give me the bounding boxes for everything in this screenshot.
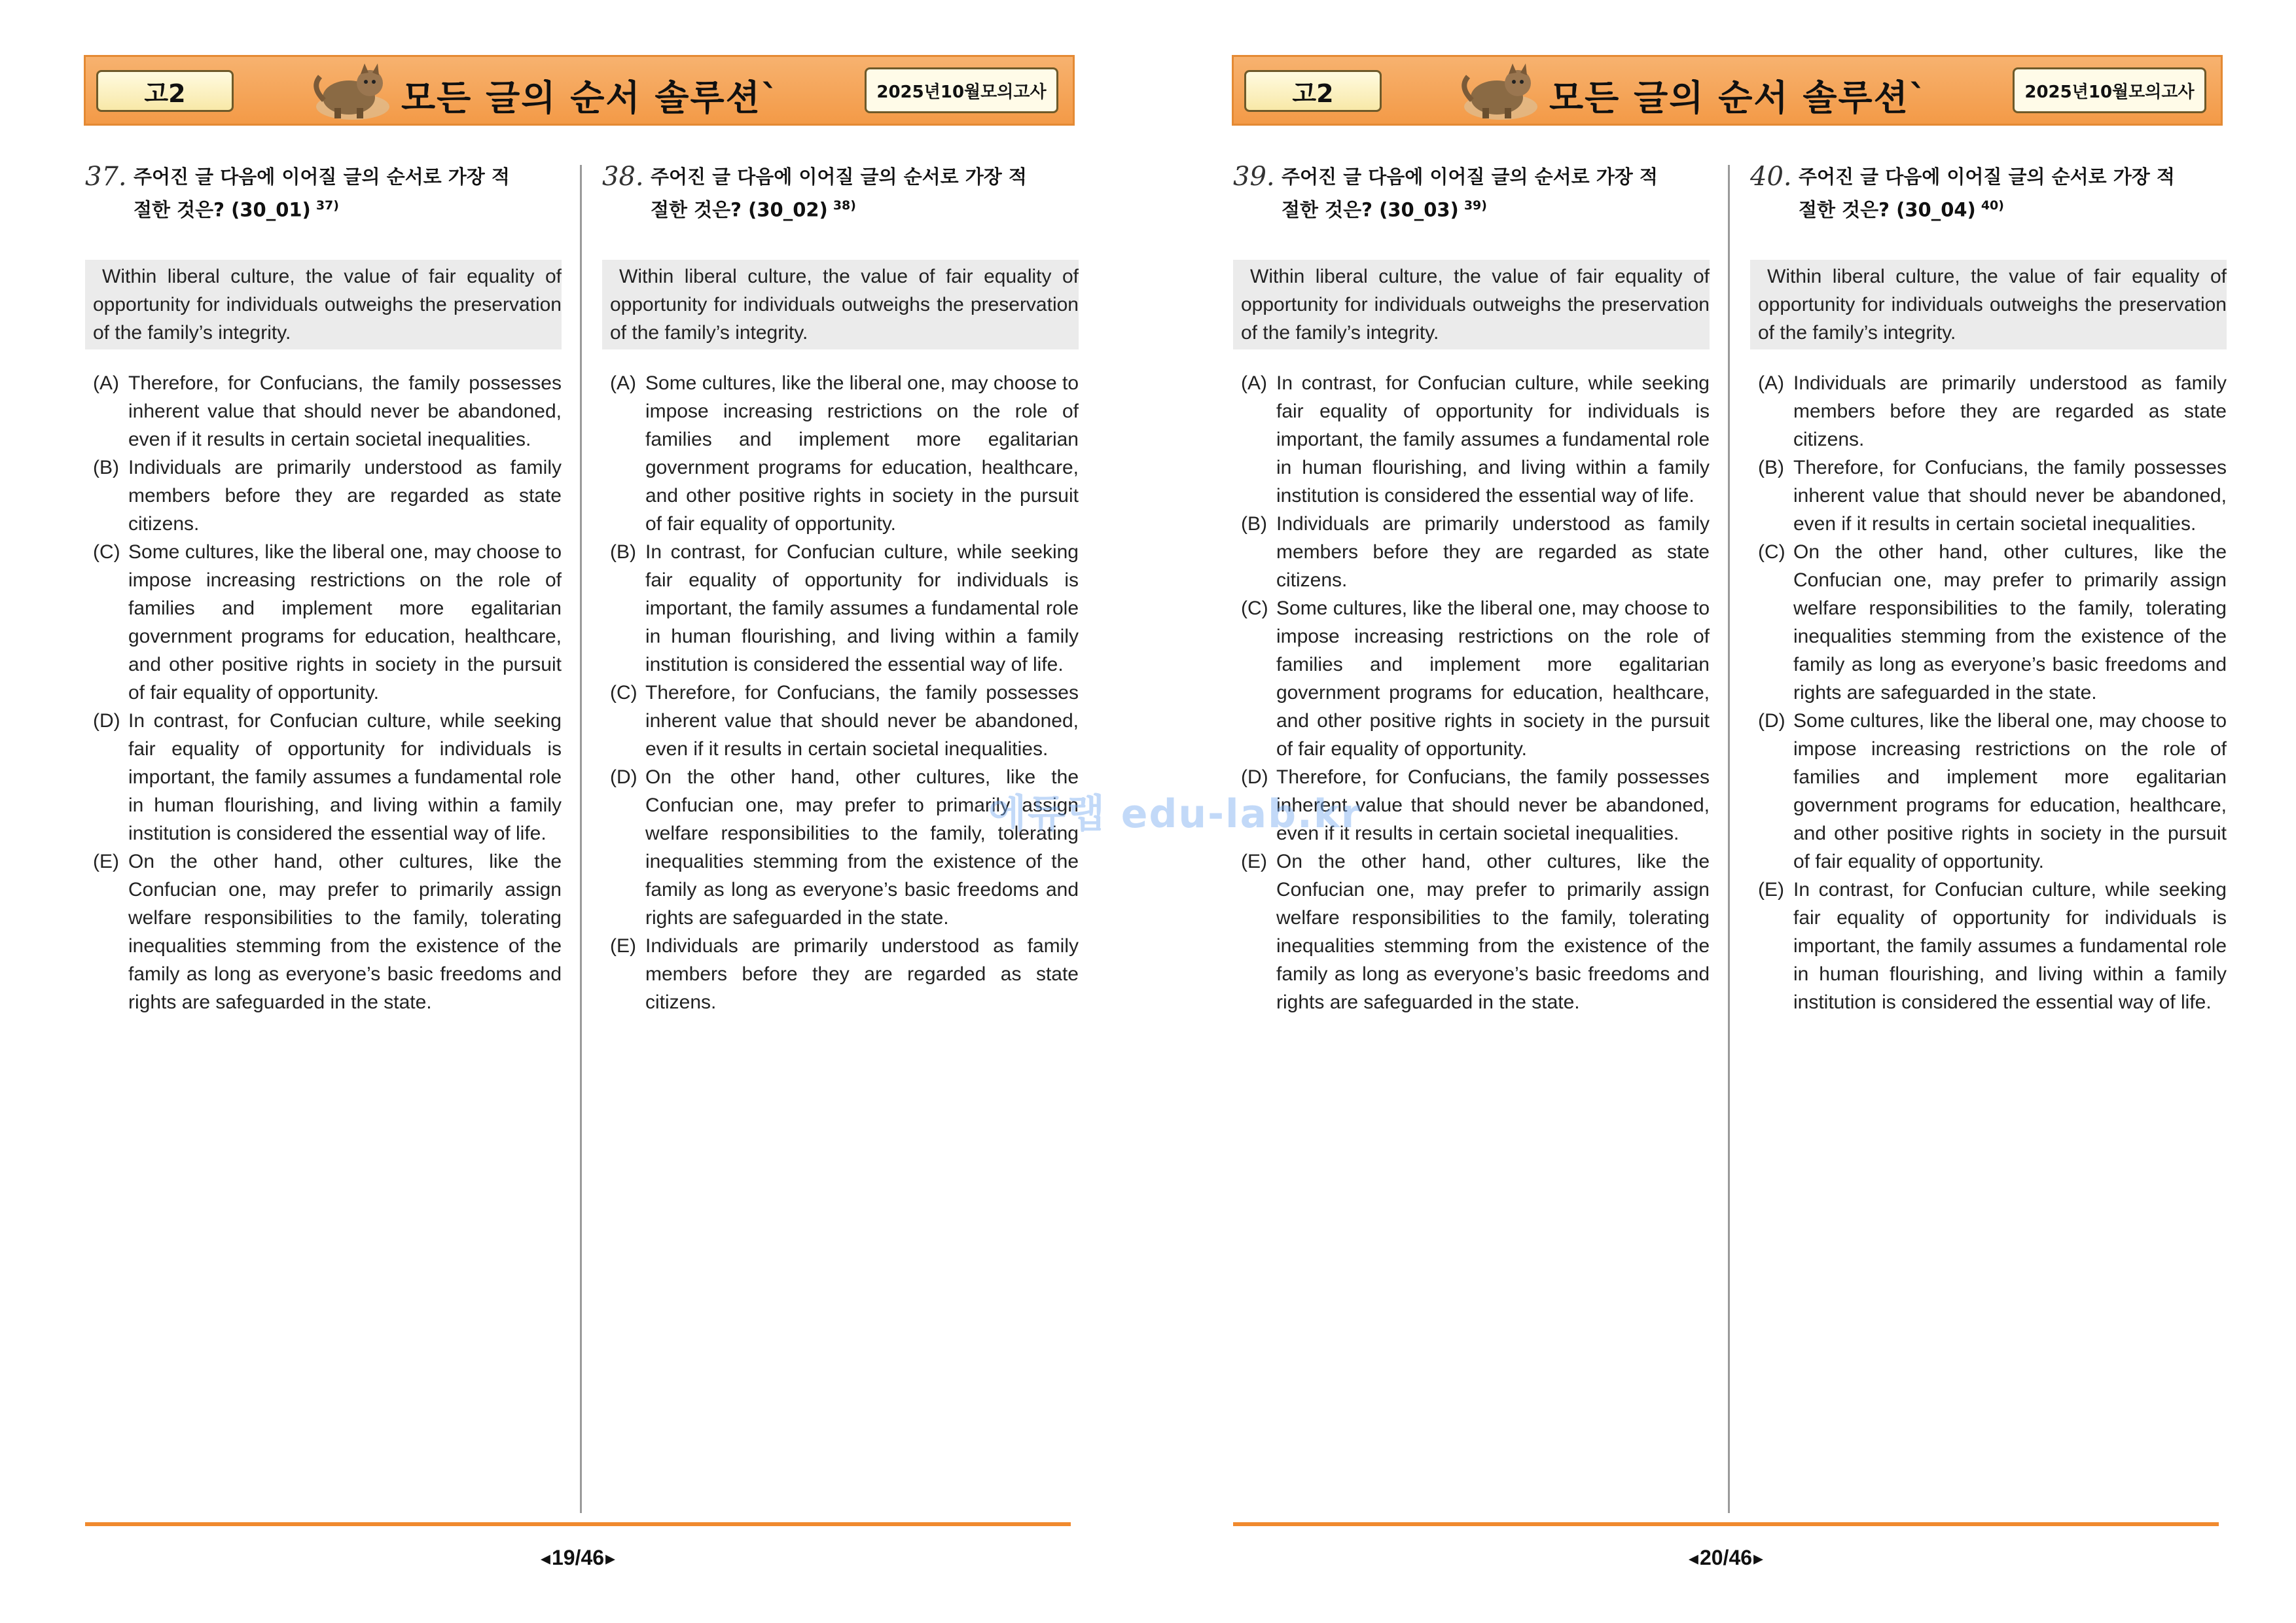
option-text: In contrast, for Confucian culture, while seeking fair equality of opportunity for individuals is important, the family assumes a fundamental role in human flourishing, and living within a family institution is considered the essential way of life. (645, 541, 1079, 675)
question-40 (1750, 162, 2227, 1016)
option-text: Some cultures, like the liberal one, may choose to impose increasing restrictions on the role of families and implement more egalitarian government programs for education, healthcare, and other positive rights in society in the pursuit of fair equality of opportunity. (1276, 597, 1710, 760)
option-text: In contrast, for Confucian culture, while seeking fair equality of opportunity for individuals is important, the family assumes a fundamental role in human flourishing, and living within a family institution is considered the essential way of life. (1793, 878, 2227, 1013)
option-text: Individuals are primarily understood as family members before they are regarded as state citizens. (1793, 372, 2227, 450)
page-number-text: 20/46 (1699, 1546, 1753, 1569)
page-number (1148, 1546, 2296, 1570)
option-list (85, 369, 562, 1016)
option-label: (C) (1758, 541, 1785, 563)
option-b (1750, 454, 2227, 538)
grade-badge: 고2 (1244, 70, 1382, 112)
page-header (1232, 55, 2223, 126)
question-code: (30_03) (1379, 198, 1459, 221)
question-text-1: 주어진 글 다음에 이어질 글의 순서로 가장 적 (134, 166, 510, 188)
given-text: Within liberal culture, the value of fair equality of opportunity for individuals outweighs the preservation of the family’s integrity. (93, 265, 562, 344)
option-b (602, 538, 1079, 679)
option-text: Individuals are primarily understood as family members before they are regarded as state citizens. (128, 456, 562, 535)
option-label: (E) (93, 850, 119, 872)
question-code: (30_04) (1896, 198, 1976, 221)
option-label: (C) (1241, 597, 1268, 619)
grade-badge: 고2 (96, 70, 234, 112)
question-heading (602, 162, 1079, 224)
question-39 (1233, 162, 1710, 1016)
option-b (1233, 510, 1710, 594)
option-label: (B) (1241, 512, 1267, 535)
option-a (85, 369, 562, 454)
question-code: (30_02) (748, 198, 828, 221)
question-heading (85, 162, 562, 224)
option-d (1750, 707, 2227, 876)
option-a (602, 369, 1079, 538)
question-number: 38. (602, 162, 644, 192)
option-e (1750, 876, 2227, 1016)
option-e (602, 932, 1079, 1016)
brand-title: 모든 글의 순서 솔루션` (1549, 77, 1928, 118)
footnote-ref: 38) (833, 198, 856, 213)
cat-logo-icon (302, 61, 400, 122)
option-text: Therefore, for Confucians, the family possesses inherent value that should never be abandoned, even if it results in certain societal inequalities. (1793, 456, 2227, 535)
given-text: Within liberal culture, the value of fair equality of opportunity for individuals outweighs the preservation of the family’s integrity. (1241, 265, 1710, 344)
question-text-1: 주어진 글 다음에 이어질 글의 순서로 가장 적 (651, 166, 1027, 188)
given-passage (1233, 260, 1710, 349)
footer-rule (85, 1522, 1071, 1526)
option-label: (E) (1241, 850, 1267, 872)
arrow-right-icon: ▸ (1753, 1548, 1764, 1569)
option-label: (D) (610, 766, 637, 788)
arrow-left-icon: ◂ (540, 1548, 550, 1569)
option-d (85, 707, 562, 847)
option-c (602, 679, 1079, 763)
question-text-1: 주어진 글 다음에 이어질 글의 순서로 가장 적 (1799, 166, 2175, 188)
footnote-ref: 37) (315, 198, 339, 213)
option-text: On the other hand, other cultures, like the Confucian one, may prefer to primarily assign welfare responsibilities to the family, tolerating inequalities stemming from the existence of the family as long as everyone’s basic freedoms and rights are safeguarded in the state. (128, 850, 562, 1013)
given-passage (85, 260, 562, 349)
option-text: On the other hand, other cultures, like the Confucian one, may prefer to primarily assign welfare responsibilities to the family, tolerating inequalities stemming from the existence of the family as long as everyone’s basic freedoms and rights are safeguarded in the state. (1276, 850, 1710, 1013)
question-text-2: 절한 것은? (1282, 198, 1372, 221)
footnote-ref: 40) (1981, 198, 2004, 213)
option-e (85, 847, 562, 1016)
option-text: Individuals are primarily understood as family members before they are regarded as state citizens. (645, 935, 1079, 1013)
option-c (1750, 538, 2227, 707)
arrow-left-icon: ◂ (1688, 1548, 1698, 1569)
option-label: (D) (1241, 766, 1268, 788)
option-text: Therefore, for Confucians, the family possesses inherent value that should never be abandoned, even if it results in certain societal inequalities. (645, 681, 1079, 760)
option-text: Some cultures, like the liberal one, may choose to impose increasing restrictions on the role of families and implement more egalitarian government programs for education, healthcare, and other positive rights in society in the pursuit of fair equality of opportunity. (128, 541, 562, 704)
question-heading (1233, 162, 1710, 224)
option-list (1750, 369, 2227, 1016)
option-label: (A) (93, 372, 119, 394)
option-b (85, 454, 562, 538)
option-label: (A) (610, 372, 636, 394)
column-divider (1728, 165, 1730, 1513)
option-label: (D) (93, 709, 120, 732)
given-passage (602, 260, 1079, 349)
question-text-2: 절한 것은? (134, 198, 224, 221)
watermark: 에듀랩 edu-lab.kr (988, 791, 1362, 837)
option-text: Therefore, for Confucians, the family possesses inherent value that should never be abandoned, even if it results in certain societal inequalities. (128, 372, 562, 450)
question-number: 40. (1750, 162, 1792, 192)
option-c (85, 538, 562, 707)
option-text: On the other hand, other cultures, like the Confucian one, may prefer to primarily assign welfare responsibilities to the family, tolerating inequalities stemming from the existence of the family as long as everyone’s basic freedoms and rights are safeguarded in the state. (1793, 541, 2227, 704)
option-c (1233, 594, 1710, 763)
option-text: In contrast, for Confucian culture, while seeking fair equality of opportunity for individuals is important, the family assumes a fundamental role in human flourishing, and living within a family institution is considered the essential way of life. (1276, 372, 1710, 507)
option-e (1233, 847, 1710, 1016)
option-text: On the other hand, other cultures, like the Confucian one, may prefer to primarily assign welfare responsibilities to the family, tolerating inequalities stemming from the existence of the family as long as everyone’s basic freedoms and rights are safeguarded in the state. (645, 766, 1079, 929)
option-label: (C) (93, 541, 120, 563)
option-list (1233, 369, 1710, 1016)
option-label: (D) (1758, 709, 1785, 732)
option-list (602, 369, 1079, 1016)
brand-title: 모든 글의 순서 솔루션` (401, 77, 780, 118)
question-number: 39. (1233, 162, 1275, 192)
option-label: (A) (1241, 372, 1267, 394)
question-37 (85, 162, 562, 1016)
question-number: 37. (85, 162, 127, 192)
option-label: (B) (1758, 456, 1784, 478)
question-text-2: 절한 것은? (651, 198, 742, 221)
option-label: (E) (610, 935, 636, 957)
option-text: Some cultures, like the liberal one, may choose to impose increasing restrictions on the role of families and implement more egalitarian government programs for education, healthcare, and other positive rights in society in the pursuit of fair equality of opportunity. (1793, 709, 2227, 872)
given-text: Within liberal culture, the value of fair equality of opportunity for individuals outweighs the preservation of the family’s integrity. (610, 265, 1079, 344)
option-text: Individuals are primarily understood as family members before they are regarded as state citizens. (1276, 512, 1710, 591)
question-code: (30_01) (231, 198, 311, 221)
option-label: (B) (610, 541, 636, 563)
given-passage (1750, 260, 2227, 349)
question-heading (1750, 162, 2227, 224)
option-label: (E) (1758, 878, 1784, 901)
option-text: In contrast, for Confucian culture, while seeking fair equality of opportunity for individuals is important, the family assumes a fundamental role in human flourishing, and living within a family institution is considered the essential way of life. (128, 709, 562, 844)
page-number (0, 1546, 1156, 1570)
option-label: (A) (1758, 372, 1784, 394)
cat-logo-icon (1450, 61, 1548, 122)
option-label: (C) (610, 681, 637, 704)
page-header (84, 55, 1075, 126)
question-text-2: 절한 것은? (1799, 198, 1890, 221)
footnote-ref: 39) (1463, 198, 1487, 213)
given-text: Within liberal culture, the value of fair equality of opportunity for individuals outweighs the preservation of the family’s integrity. (1758, 265, 2227, 344)
question-38 (602, 162, 1079, 1016)
exam-badge: 2025년10월모의고사 (865, 67, 1058, 113)
option-a (1233, 369, 1710, 510)
option-text: Some cultures, like the liberal one, may choose to impose increasing restrictions on the role of families and implement more egalitarian government programs for education, healthcare, and other positive rights in society in the pursuit of fair equality of opportunity. (645, 372, 1079, 535)
option-text: Therefore, for Confucians, the family possesses inherent value that should never be abandoned, even if it results in certain societal inequalities. (1276, 766, 1710, 844)
footer-rule (1233, 1522, 2219, 1526)
option-label: (B) (93, 456, 119, 478)
page-number-text: 19/46 (551, 1546, 605, 1569)
option-a (1750, 369, 2227, 454)
column-divider (580, 165, 582, 1513)
exam-badge: 2025년10월모의고사 (2013, 67, 2206, 113)
question-text-1: 주어진 글 다음에 이어질 글의 순서로 가장 적 (1282, 166, 1658, 188)
arrow-right-icon: ▸ (605, 1548, 616, 1569)
